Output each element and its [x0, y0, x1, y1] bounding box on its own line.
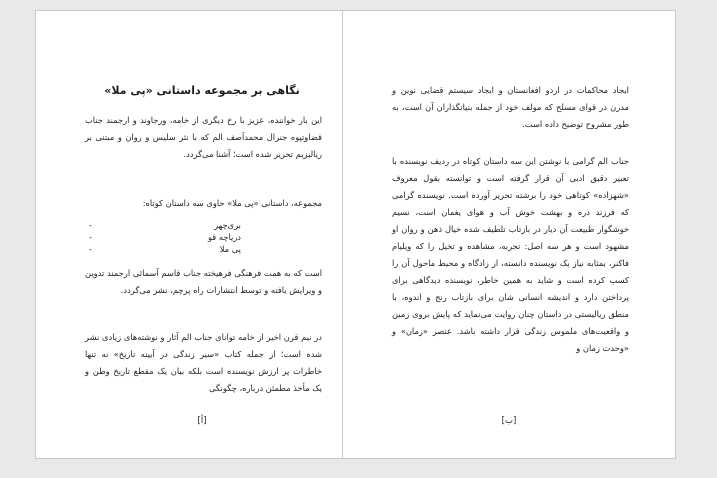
bullet-dash: - — [89, 232, 92, 242]
bullet-dash: - — [89, 244, 92, 254]
story-list — [85, 219, 319, 255]
list-item — [85, 243, 319, 255]
document-page-left — [35, 10, 369, 459]
paragraph-two: جناب الم گرامی با نوشتن این سه داستان کوتاه در ردیف نویسنده با تعبیر دقیق ادبی آن قرار گرفته است و توانسته بقول معروف «شهزاده» کوتاهی خود را برشته تحریر آورده است. نویسنده گرامی که فرزند دره و بهشت خوش آب و هوای یغمان است، نسیم خوشگوار طبیعت آن دیار در بازتاب تلطیف شده خیال ذهن و روان او مشهود است و هر سه اصل: تجربه، مشاهده و تخیل را که ویلیام فاکنر، بمثابه نیاز یک نویسنده دانسته، از زادگاه و محیط ماحول آن را کسب کرده است و شاید به همین خاطر، نویسنده دیدگاهی برای پرداختن دارد و اندیشه انسانی شان برای بازتاب رنج و اندوه، با منطق ریالیستی در داستان چنان روایت می‌نماید که پایش بروی زمین و واقعیت‌های ملموس زندگی قرار داشته باشد. عنصر «زمان» و «وحدت زمان و — [392, 156, 629, 353]
bullet-dash: - — [89, 220, 92, 230]
list-item — [85, 231, 319, 243]
history-paragraph: در نیم قرن اخیر از خامه توانای جناب الم آثار و نوشته‌های زیادی نشر شده است؛ از جمله کتاب «سیر زندگی در آیینه تاریخ» نه تنها خاطرات پر ارزش نویسنده است بلکه بیان یک مقطع تاریخ وطن و یک مأخذ مطمئن درباره، چگونگی — [85, 332, 322, 393]
edit-paragraph: است که به همت فرهنگی فرهیخته جناب قاسم آسمائی ارجمند تدوین و ویرایش یافته و توسط انتشارات راه پرچم، نشر می‌گردد. — [85, 268, 322, 295]
paragraph-one: ایجاد محاکمات در اردو افغانستان و ایجاد سیستم قضایی نوین و مدرن در قوای مسلح که مولف خود از جمله بنیانگذاران آن است، به طور مشروح توضیح داده است. — [392, 85, 629, 129]
intro-paragraph: این بار خواننده، عزیز با رخ دیگری از خامه، ورجاوند و ارجمند جناب قضاوتپوه جنرال محمدآصف الم که با نثر سلیس و روان و مبتنی بر ریالیزیم تحریر شده است؛ آشنا می‌گردد. — [85, 115, 322, 159]
document-title: نگاهی بر مجموعه داستانی «پی ملا» — [104, 84, 300, 97]
document-page-right — [342, 10, 676, 459]
page-number: [ب] — [501, 416, 517, 426]
story-title: دریاچه قو — [207, 232, 241, 242]
collection-paragraph: مجموعه، داستانی «پی ملا» حاوی سه داستان کوتاه: — [142, 198, 322, 208]
story-title: پی ملا — [219, 244, 241, 254]
page-number: [أ] — [197, 416, 207, 426]
list-item — [85, 219, 319, 231]
story-title: بری‌چهر — [214, 220, 241, 230]
